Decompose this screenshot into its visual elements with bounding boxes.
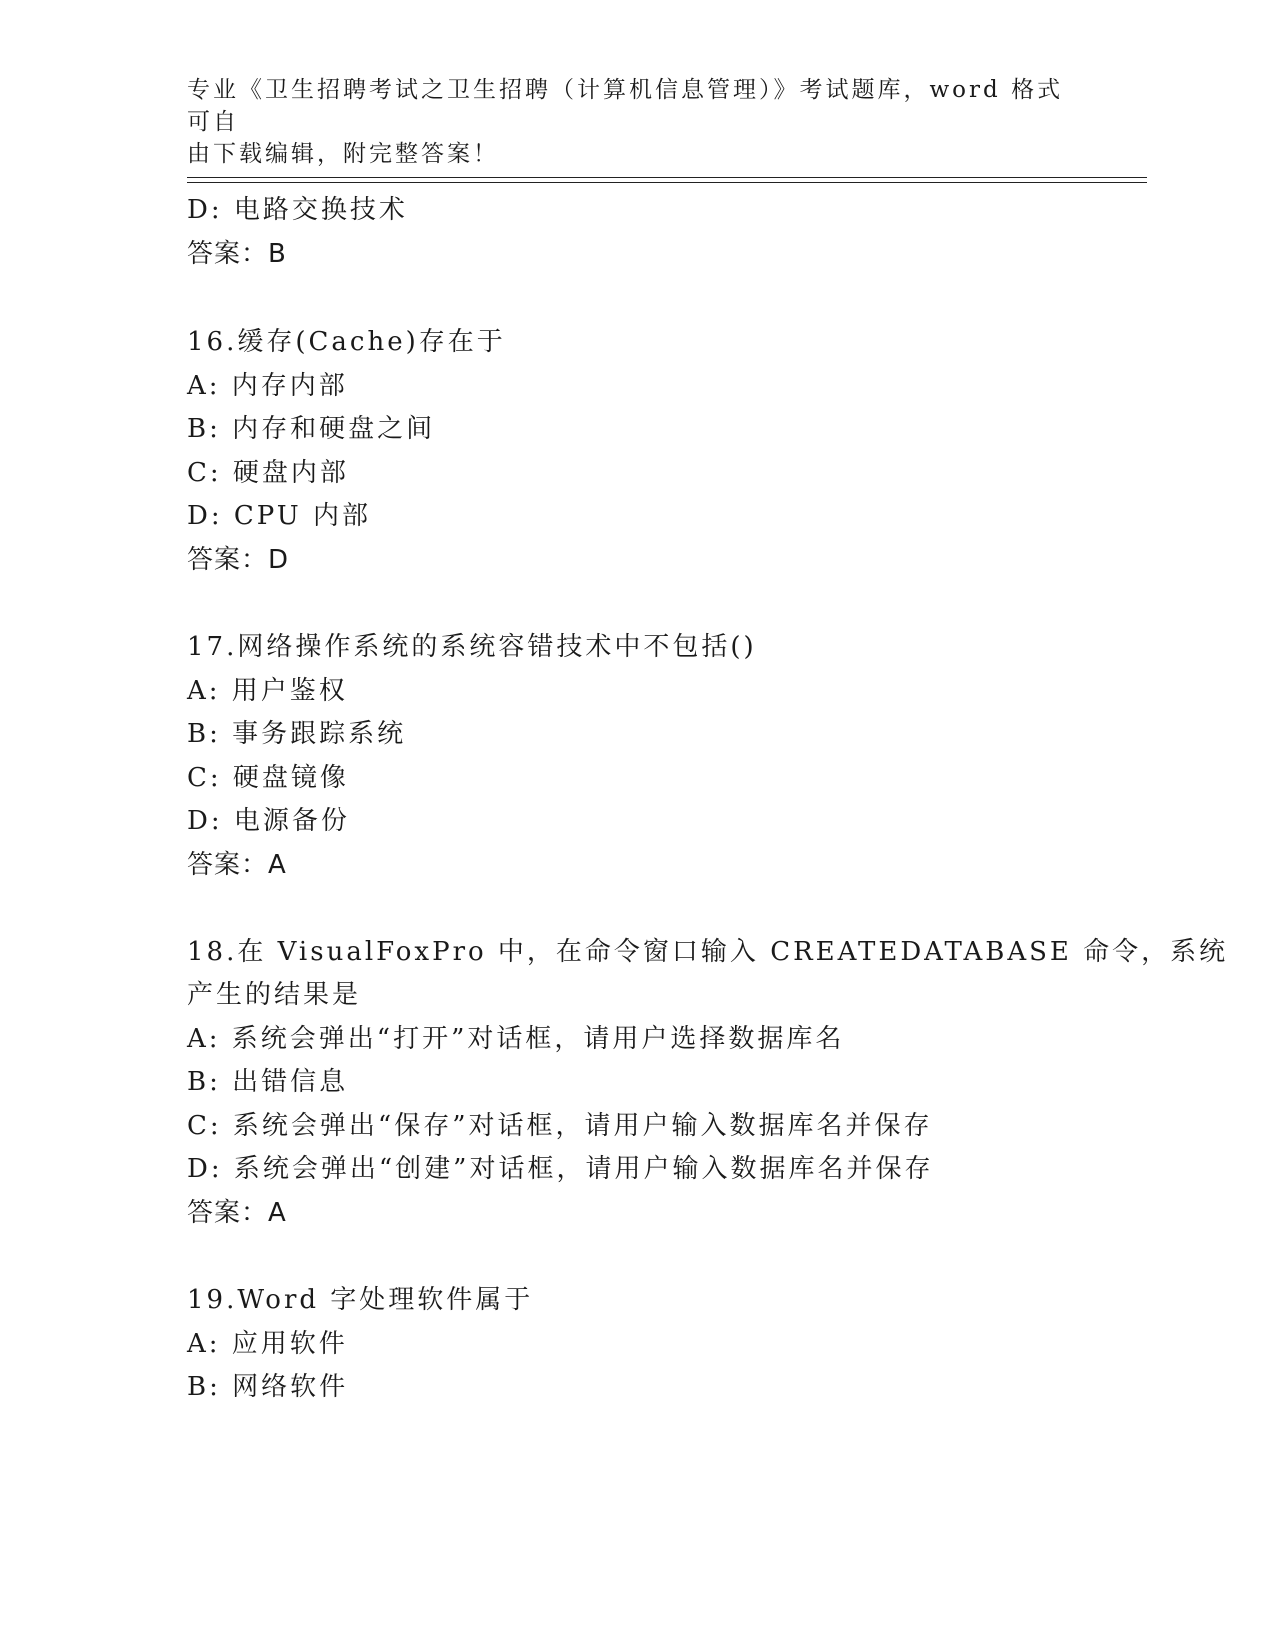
q17-option-d: D: 电源备份 xyxy=(187,806,350,836)
question-18-line-1: 18.在 VisualFoxPro 中，在命令窗口输入 CREATEDATABASE 命令，系统 xyxy=(187,937,1229,967)
q17-option-c: C: 硬盘镜像 xyxy=(187,763,349,793)
q19-option-a: A: 应用软件 xyxy=(187,1329,348,1359)
q16-option-a: A: 内存内部 xyxy=(187,371,348,401)
header-rule-top xyxy=(187,177,1147,178)
document-header xyxy=(187,74,1067,170)
q19-option-b: B: 网络软件 xyxy=(187,1372,349,1402)
q18-option-c: C: 系统会弹出“保存”对话框，请用户输入数据库名并保存 xyxy=(187,1111,933,1141)
option-d-prev: D: 电路交换技术 xyxy=(187,195,408,225)
q16-option-c: C: 硬盘内部 xyxy=(187,458,349,488)
header-rule-bottom xyxy=(187,182,1147,183)
q18-option-a: A: 系统会弹出“打开”对话框，请用户选择数据库名 xyxy=(187,1024,845,1054)
header-line-2: 由下载编辑，附完整答案！ xyxy=(187,141,499,167)
q17-answer: 答案：A xyxy=(187,850,287,880)
q16-option-b: B: 内存和硬盘之间 xyxy=(187,414,436,444)
question-17: 17.网络操作系统的系统容错技术中不包括() xyxy=(187,632,757,662)
question-19: 19.Word 字处理软件属于 xyxy=(187,1285,534,1315)
answer-prev: 答案：B xyxy=(187,239,287,269)
q16-answer: 答案：D xyxy=(187,545,290,575)
q17-option-a: A: 用户鉴权 xyxy=(187,676,348,706)
q17-option-b: B: 事务跟踪系统 xyxy=(187,719,407,749)
question-18-line-2: 产生的结果是 xyxy=(187,980,362,1010)
q18-option-d: D: 系统会弹出“创建”对话框，请用户输入数据库名并保存 xyxy=(187,1154,934,1184)
header-line-1: 专业《卫生招聘考试之卫生招聘（计算机信息管理）》考试题库，word 格式可自 xyxy=(187,77,1064,135)
question-16: 16.缓存(Cache)存在于 xyxy=(187,327,506,357)
q18-answer: 答案：A xyxy=(187,1198,287,1228)
q18-option-b: B: 出错信息 xyxy=(187,1067,349,1097)
q16-option-d: D: CPU 内部 xyxy=(187,501,371,531)
